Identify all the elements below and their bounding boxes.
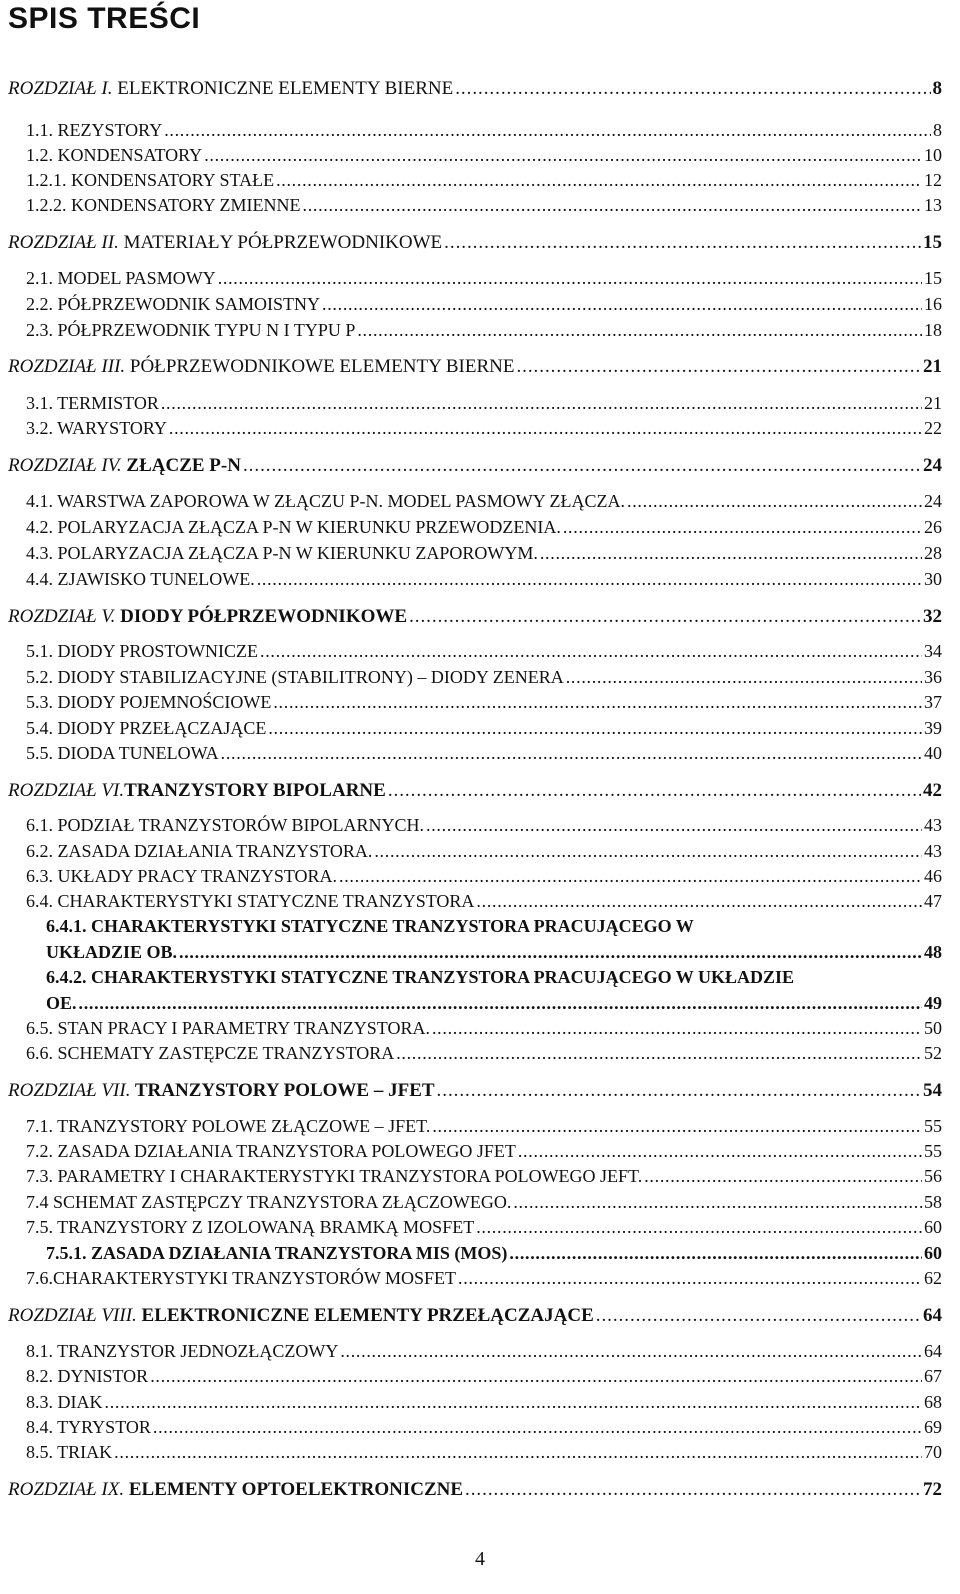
entry-label: 7.5.1. ZASADA DZIAŁANIA TRANZYSTORA MIS (MOS) xyxy=(46,1243,508,1263)
page-ref: 50 xyxy=(924,1018,942,1038)
toc-chapter-entry xyxy=(8,1305,942,1327)
chapter-title: TRANZYSTORY BIPOLARNE xyxy=(124,780,386,801)
page-ref: 67 xyxy=(924,1366,942,1386)
toc-section-entry xyxy=(26,1018,942,1039)
page-ref: 56 xyxy=(924,1166,942,1186)
chapter-label xyxy=(8,455,241,477)
page-ref: 12 xyxy=(924,170,942,190)
dot-leader xyxy=(432,1018,922,1039)
entry-label: 8.1. TRANZYSTOR JEDNOZŁĄCZOWY xyxy=(26,1341,339,1361)
toc-section-entry xyxy=(26,517,942,538)
dot-leader xyxy=(476,891,922,912)
page-ref: 69 xyxy=(924,1417,942,1437)
chapter-label xyxy=(8,356,514,378)
page-ref: 70 xyxy=(924,1442,942,1462)
dot-leader xyxy=(303,195,923,216)
dot-leader xyxy=(257,569,922,590)
entry-label: 2.2. PÓŁPRZEWODNIK SAMOISTNY xyxy=(26,294,321,314)
entry-label: 2.1. MODEL PASMOWY xyxy=(26,268,216,288)
chapter-title: PÓŁPRZEWODNIKOWE ELEMENTY BIERNE xyxy=(125,356,515,377)
page-ref: 15 xyxy=(924,268,942,288)
dot-leader xyxy=(273,692,922,713)
page-ref: 26 xyxy=(924,517,942,537)
entry-label: 6.4.1. CHARAKTERYSTYKI STATYCZNE TRANZYSTORA PRACUJĄCEGO W xyxy=(46,916,694,936)
chapter-label xyxy=(8,1080,435,1102)
dot-leader xyxy=(409,606,921,628)
chapter-number: ROZDZIAŁ V. xyxy=(8,606,116,627)
toc-subsection-entry xyxy=(46,1243,942,1264)
toc-section-entry xyxy=(26,866,942,887)
toc-section-entry xyxy=(26,145,942,166)
entry-label: 7.1. TRANZYSTORY POLOWE ZŁĄCZOWE – JFET. xyxy=(26,1116,431,1136)
chapter-label xyxy=(8,232,442,254)
dot-leader xyxy=(513,1192,922,1213)
chapter-label xyxy=(8,780,386,802)
toc-section-entry xyxy=(26,1442,942,1463)
dot-leader xyxy=(322,294,922,315)
toc-chapter-entry xyxy=(8,606,942,628)
chapter-number: ROZDZIAŁ VII. xyxy=(8,1080,131,1101)
toc-section-entry xyxy=(26,268,942,289)
dot-leader xyxy=(161,393,922,414)
toc-subsection-line xyxy=(46,967,942,988)
toc-section-entry xyxy=(26,1268,942,1289)
chapter-title: MATERIAŁY PÓŁPRZEWODNIKOWE xyxy=(118,232,443,253)
page-ref: 49 xyxy=(924,993,942,1013)
entry-label: 3.2. WARYSTORY xyxy=(26,418,167,438)
dot-leader xyxy=(566,667,922,688)
dot-leader xyxy=(221,743,922,764)
page-ref: 46 xyxy=(924,866,942,886)
page-ref: 18 xyxy=(924,320,942,340)
entry-label: 7.2. ZASADA DZIAŁANIA TRANZYSTORA POLOWEGO JFET xyxy=(26,1141,516,1161)
dot-leader xyxy=(357,320,922,341)
chapter-number: ROZDZIAŁ VIII. xyxy=(8,1305,137,1326)
toc-chapter-entry xyxy=(8,780,942,802)
page-ref: 68 xyxy=(924,1392,942,1412)
page-ref: 39 xyxy=(924,718,942,738)
toc-section-entry xyxy=(26,1341,942,1362)
toc-subsection-line xyxy=(46,916,942,937)
page-ref: 34 xyxy=(924,641,942,661)
page-ref: 28 xyxy=(924,543,942,563)
dot-leader xyxy=(153,1417,922,1438)
entry-label: 5.3. DIODY POJEMNOŚCIOWE xyxy=(26,692,272,712)
entry-label: 1.2. KONDENSATORY xyxy=(26,145,203,165)
toc-section-entry xyxy=(26,491,942,512)
toc-section-entry xyxy=(26,1417,942,1438)
toc-section-entry xyxy=(26,1043,942,1064)
dot-leader xyxy=(260,641,922,662)
entry-label: 7.5. TRANZYSTORY Z IZOLOWANĄ BRAMKĄ MOSFET xyxy=(26,1217,475,1237)
entry-label: 7.4 SCHEMAT ZASTĘPCZY TRANZYSTORA ZŁĄCZOWEGO. xyxy=(26,1192,512,1212)
page-ref: 8 xyxy=(933,120,942,140)
page-ref: 15 xyxy=(923,232,942,253)
dot-leader xyxy=(437,1080,921,1102)
entry-label: 1.1. REZYSTORY xyxy=(26,120,163,140)
chapter-number: ROZDZIAŁ IX. xyxy=(8,1479,125,1500)
chapter-title: ELEKTRONICZNE ELEMENTY PRZEŁĄCZAJĄCE xyxy=(136,1305,594,1326)
dot-leader xyxy=(169,418,922,439)
toc-chapter-entry xyxy=(8,1479,942,1501)
page-ref: 30 xyxy=(924,569,942,589)
page-title: SPIS TREŚCI xyxy=(8,2,201,35)
page-ref: 36 xyxy=(924,667,942,687)
page-ref: 16 xyxy=(924,294,942,314)
page-ref: 48 xyxy=(924,942,942,962)
chapter-title: ELEKTRONICZNE ELEMENTY BIERNE xyxy=(112,78,454,99)
toc-section-entry xyxy=(26,418,942,439)
dot-leader xyxy=(150,1366,922,1387)
entry-label: 6.3. UKŁADY PRACY TRANZYSTORA. xyxy=(26,866,338,886)
entry-label: 8.2. DYNISTOR xyxy=(26,1366,149,1386)
dot-leader xyxy=(458,1268,922,1289)
dot-leader xyxy=(388,780,921,802)
dot-leader xyxy=(627,491,922,512)
chapter-label xyxy=(8,1305,594,1327)
dot-leader xyxy=(105,1392,923,1413)
entry-label: 6.6. SCHEMATY ZASTĘPCZE TRANZYSTORA xyxy=(26,1043,395,1063)
page-ref: 21 xyxy=(924,393,942,413)
entry-label: UKŁADZIE OB. xyxy=(46,942,178,962)
page-ref: 40 xyxy=(924,743,942,763)
page-number: 4 xyxy=(475,1548,485,1570)
dot-leader xyxy=(396,1043,922,1064)
toc-section-entry xyxy=(26,641,942,662)
page-ref: 24 xyxy=(924,491,942,511)
toc-section-entry xyxy=(26,1166,942,1187)
page-ref: 13 xyxy=(924,195,942,215)
entry-label: 8.3. DIAK xyxy=(26,1392,103,1412)
page-ref: 43 xyxy=(924,841,942,861)
toc-section-entry xyxy=(26,718,942,739)
entry-label: 3.1. TERMISTOR xyxy=(26,393,159,413)
entry-label: 6.2. ZASADA DZIAŁANIA TRANZYSTORA. xyxy=(26,841,373,861)
dot-leader xyxy=(114,1442,922,1463)
toc-subsection-entry xyxy=(46,993,942,1014)
toc-section-entry xyxy=(26,569,942,590)
page-ref: 24 xyxy=(923,455,942,476)
toc-section-entry xyxy=(26,195,942,216)
chapter-title: DIODY PÓŁPRZEWODNIKOWE xyxy=(115,606,408,627)
toc-section-entry xyxy=(26,320,942,341)
entry-label: 6.4. CHARAKTERYSTYKI STATYCZNE TRANZYSTORA xyxy=(26,891,475,911)
entry-label: 8.4. TYRYSTOR xyxy=(26,1417,151,1437)
page-ref: 58 xyxy=(924,1192,942,1212)
toc-section-entry xyxy=(26,543,942,564)
chapter-number: ROZDZIAŁ VI. xyxy=(8,780,125,801)
toc-section-entry xyxy=(26,120,942,141)
toc-section-entry xyxy=(26,170,942,191)
dot-leader xyxy=(516,356,921,378)
toc-chapter-entry xyxy=(8,1080,942,1102)
entry-label: 6.1. PODZIAŁ TRANZYSTORÓW BIPOLARNYCH. xyxy=(26,815,425,835)
toc-chapter-entry xyxy=(8,78,942,100)
toc-section-entry xyxy=(26,294,942,315)
chapter-label xyxy=(8,1479,463,1501)
entry-label: 6.5. STAN PRACY I PARAMETRY TRANZYSTORA. xyxy=(26,1018,430,1038)
entry-label: OE. xyxy=(46,993,77,1013)
toc-section-entry xyxy=(26,891,942,912)
toc-section-entry xyxy=(26,841,942,862)
entry-label: 4.4. ZJAWISKO TUNELOWE. xyxy=(26,569,255,589)
page-ref: 47 xyxy=(924,891,942,911)
entry-label: 6.4.2. CHARAKTERYSTYKI STATYCZNE TRANZYSTORA PRACUJĄCEGO W UKŁADZIE xyxy=(46,967,795,987)
chapter-label xyxy=(8,78,453,100)
dot-leader xyxy=(444,232,921,254)
toc-section-entry xyxy=(26,1366,942,1387)
dot-leader xyxy=(455,78,930,100)
toc-subsection-entry xyxy=(46,942,942,963)
page-ref: 72 xyxy=(923,1479,942,1500)
dot-leader xyxy=(476,1217,922,1238)
dot-leader xyxy=(518,1141,922,1162)
page-ref: 43 xyxy=(924,815,942,835)
page-ref: 8 xyxy=(932,78,942,99)
page-ref: 60 xyxy=(924,1217,942,1237)
dot-leader xyxy=(268,718,922,739)
chapter-title: TRANZYSTORY POLOWE – JFET xyxy=(130,1080,435,1101)
entry-label: 5.2. DIODY STABILIZACYJNE (STABILITRONY) – DIODY ZENERA xyxy=(26,667,564,687)
page-ref: 21 xyxy=(923,356,942,377)
toc-section-entry xyxy=(26,692,942,713)
entry-label: 7.3. PARAMETRY I CHARAKTERYSTYKI TRANZYSTORA POLOWEGO JEFT. xyxy=(26,1166,643,1186)
chapter-label xyxy=(8,606,407,628)
entry-label: 1.2.2. KONDENSATORY ZMIENNE xyxy=(26,195,301,215)
dot-leader xyxy=(540,543,922,564)
dot-leader xyxy=(339,866,922,887)
dot-leader xyxy=(374,841,922,862)
page-ref: 64 xyxy=(924,1341,942,1361)
page-ref: 32 xyxy=(923,606,942,627)
toc-section-entry xyxy=(26,1116,942,1137)
chapter-number: ROZDZIAŁ II. xyxy=(8,232,119,253)
entry-label: 4.2. POLARYZACJA ZŁĄCZA P-N W KIERUNKU PRZEWODZENIA. xyxy=(26,517,561,537)
entry-label: 8.5. TRIAK xyxy=(26,1442,113,1462)
dot-leader xyxy=(179,942,922,963)
entry-label: 1.2.1. KONDENSATORY STAŁE xyxy=(26,170,275,190)
dot-leader xyxy=(218,268,922,289)
page-ref: 52 xyxy=(924,1043,942,1063)
page-ref: 60 xyxy=(924,1243,942,1263)
page-ref: 62 xyxy=(924,1268,942,1288)
toc-section-entry xyxy=(26,743,942,764)
dot-leader xyxy=(432,1116,922,1137)
entry-label: 4.3. POLARYZACJA ZŁĄCZA P-N W KIERUNKU ZAPOROWYM. xyxy=(26,543,538,563)
dot-leader xyxy=(644,1166,922,1187)
entry-label: 4.1. WARSTWA ZAPOROWA W ZŁĄCZU P-N. MODEL PASMOWY ZŁĄCZA. xyxy=(26,491,626,511)
dot-leader xyxy=(426,815,922,836)
page-ref: 54 xyxy=(923,1080,942,1101)
dot-leader xyxy=(204,145,922,166)
entry-label: 2.3. PÓŁPRZEWODNIK TYPU N I TYPU P xyxy=(26,320,356,340)
page-ref: 42 xyxy=(923,780,942,801)
page-ref: 37 xyxy=(924,692,942,712)
dot-leader xyxy=(465,1479,921,1501)
toc-section-entry xyxy=(26,1392,942,1413)
toc-chapter-entry xyxy=(8,232,942,254)
entry-label: 7.6.CHARAKTERYSTYKI TRANZYSTORÓW MOSFET xyxy=(26,1268,457,1288)
dot-leader xyxy=(340,1341,922,1362)
chapter-number: ROZDZIAŁ III. xyxy=(8,356,126,377)
dot-leader xyxy=(563,517,922,538)
dot-leader xyxy=(243,455,921,477)
entry-label: 5.1. DIODY PROSTOWNICZE xyxy=(26,641,258,661)
toc-section-entry xyxy=(26,1192,942,1213)
chapter-number: ROZDZIAŁ IV. xyxy=(8,455,122,476)
dot-leader xyxy=(596,1305,921,1327)
toc-chapter-entry xyxy=(8,356,942,378)
dot-leader xyxy=(509,1243,922,1264)
page-ref: 55 xyxy=(924,1116,942,1136)
dot-leader xyxy=(276,170,922,191)
entry-label: 5.4. DIODY PRZEŁĄCZAJĄCE xyxy=(26,718,267,738)
toc-section-entry xyxy=(26,393,942,414)
page-ref: 10 xyxy=(924,145,942,165)
toc-chapter-entry xyxy=(8,455,942,477)
page-ref: 22 xyxy=(924,418,942,438)
chapter-title: ELEMENTY OPTOELEKTRONICZNE xyxy=(124,1479,464,1500)
dot-leader xyxy=(79,993,922,1014)
chapter-number: ROZDZIAŁ I. xyxy=(8,78,113,99)
page-ref: 64 xyxy=(923,1305,942,1326)
dot-leader xyxy=(164,120,931,141)
entry-label: 5.5. DIODA TUNELOWA xyxy=(26,743,219,763)
toc-section-entry xyxy=(26,815,942,836)
toc-section-entry xyxy=(26,667,942,688)
toc-section-entry xyxy=(26,1217,942,1238)
toc-section-entry xyxy=(26,1141,942,1162)
chapter-title: ZŁĄCZE P-N xyxy=(121,455,241,476)
page-ref: 55 xyxy=(924,1141,942,1161)
